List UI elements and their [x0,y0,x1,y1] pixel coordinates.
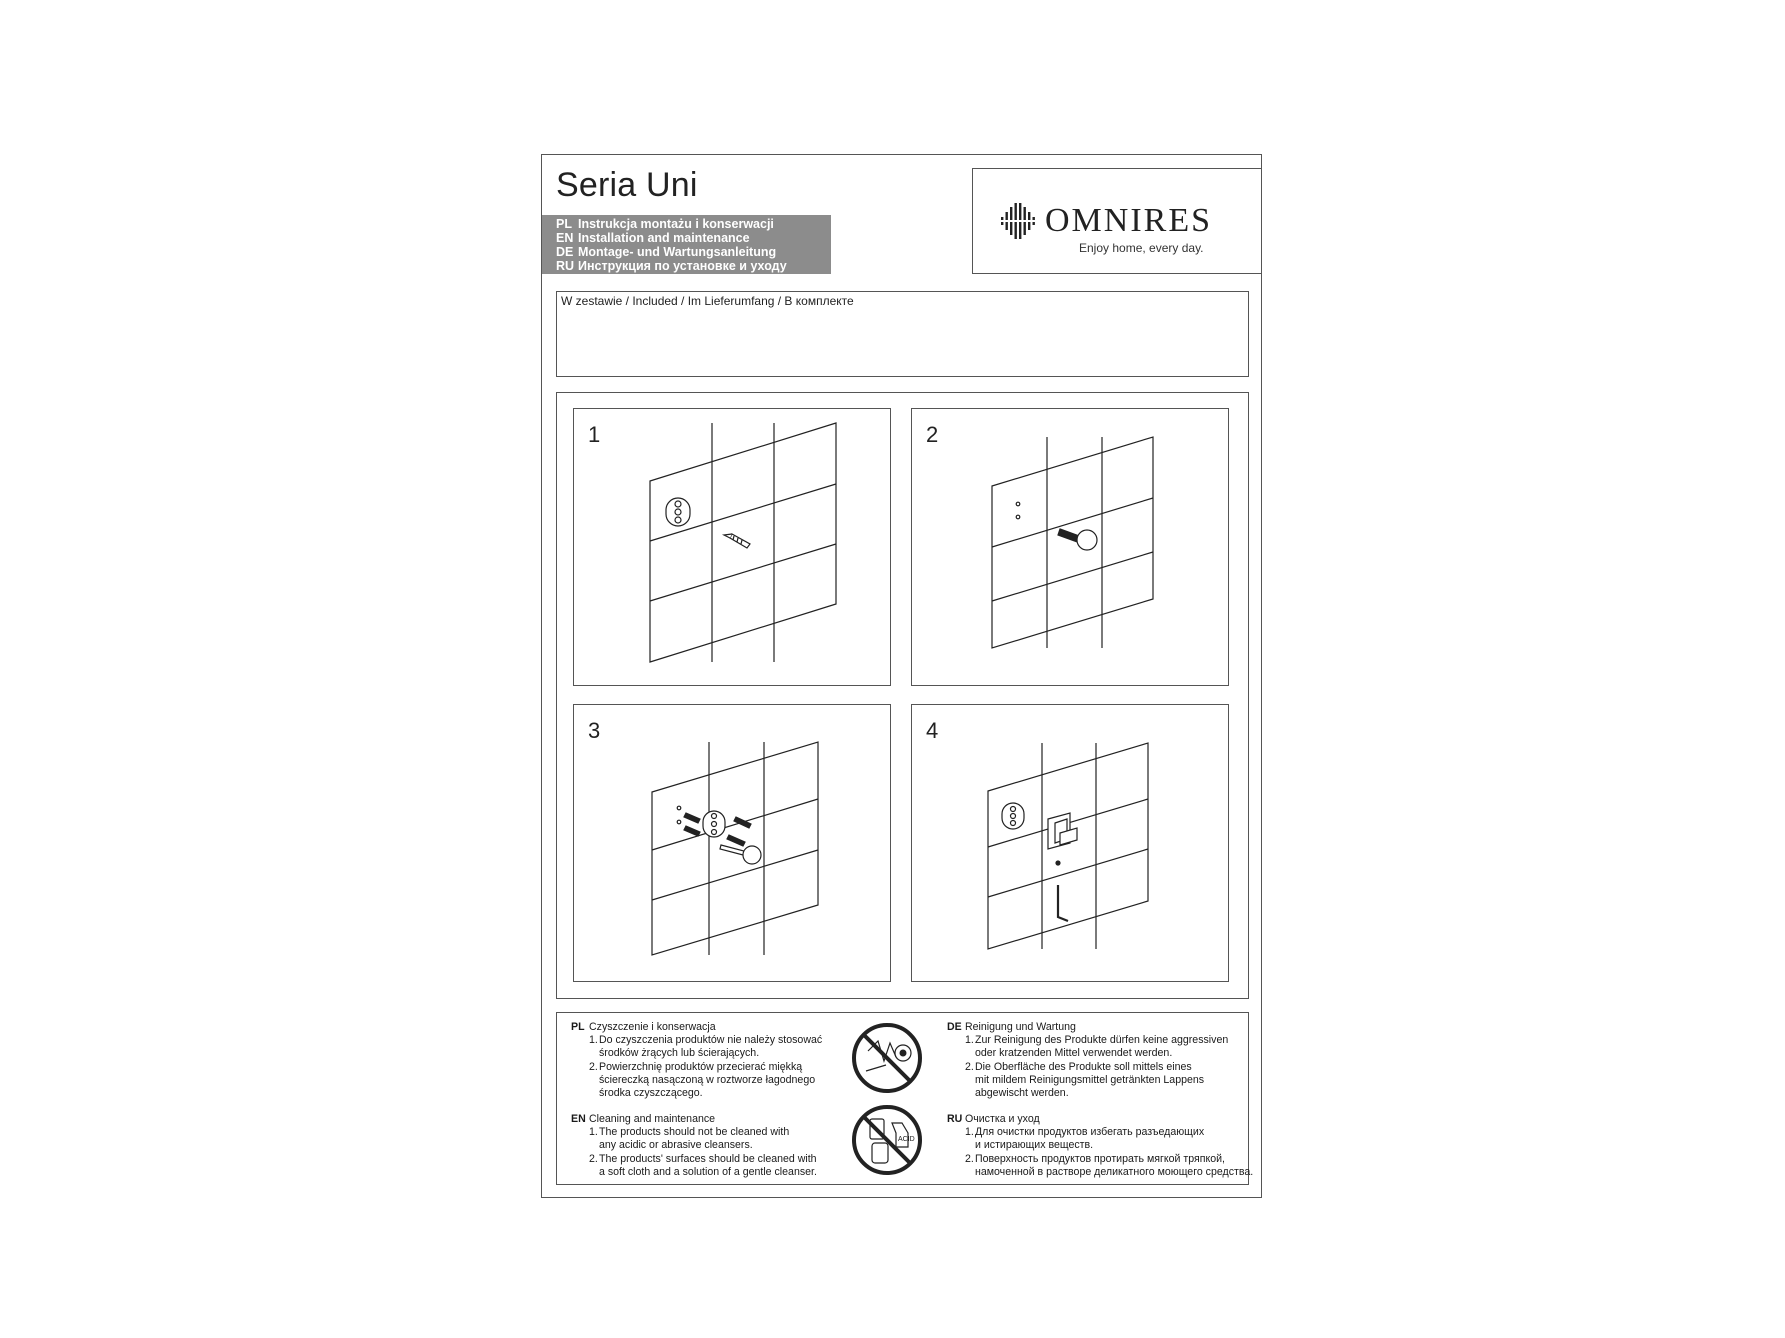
cleaning-title: Czyszczenie i konserwacja [589,1021,716,1033]
item-line: środka czyszczącego. [599,1087,703,1100]
step-3-illustration [574,705,892,983]
cleaning-title: Reinigung und Wartung [965,1021,1076,1033]
header [542,155,972,275]
item-number: 2. [589,1060,598,1073]
language-code: PL [556,217,572,231]
brand-name: OMNIRES [1045,202,1213,239]
language-text: Instrukcja montażu i konserwacji [578,217,774,231]
item-number: 1. [589,1126,598,1139]
item-line: The products' surfaces should be cleaned with [599,1152,817,1165]
brand-tagline: Enjoy home, every day. [1079,241,1204,255]
item-line: Do czyszczenia produktów nie należy stosować [599,1034,823,1047]
language-code: RU [947,1113,963,1125]
language-code: DE [947,1021,962,1033]
no-acid-icon [850,1103,924,1177]
item-number: 1. [965,1034,974,1047]
wall-plug-icon [1058,529,1097,550]
language-code: DE [556,245,574,259]
cleaning-section [556,1012,1254,1185]
included-parts-box [556,291,1249,377]
installation-steps [556,392,1249,999]
cleaning-block-en [571,1113,817,1179]
step-number: 3 [588,718,601,743]
step-2-illustration [912,409,1230,687]
step-number: 1 [588,422,601,447]
step-4-illustration [912,705,1230,983]
language-row-ru [542,259,831,273]
item-number: 2. [965,1060,974,1073]
language-text: Инструкция по установке и уходу [578,259,787,273]
page-title: Seria Uni [556,166,698,204]
item-line: any acidic or abrasive cleansers. [599,1139,753,1152]
instruction-sheet [541,154,1262,1198]
language-row-en [542,231,831,245]
item-number: 1. [965,1126,974,1139]
svg-text:ACID: ACID [898,1136,915,1143]
item-line: Поверхность продуктов протирать мягкой тряпкой, [975,1152,1225,1165]
omnires-logo-icon [999,201,1039,241]
language-code: EN [556,231,574,245]
item-line: Для очистки продуктов избегать разъедающих [975,1126,1205,1139]
step-1-panel [573,408,891,686]
item-line: a soft cloth and a solution of a gentle cleanser. [599,1165,817,1178]
language-code: PL [571,1021,585,1033]
language-code: EN [571,1113,586,1125]
item-line: Powierzchnię produktów przecierać miękką [599,1060,803,1073]
step-1-illustration [574,409,892,687]
cleaning-block-pl [571,1021,822,1100]
item-line: abgewischt werden. [975,1087,1069,1100]
item-line: środków żrących lub ścierających. [599,1047,760,1060]
item-line: намоченной в растворе деликатного моющего средства. [975,1165,1254,1178]
included-label: W zestawie / Included / Im Lieferumfang / В комплекте [561,294,854,308]
cleaning-title: Cleaning and maintenance [589,1113,716,1125]
cleaning-block-ru [947,1113,1253,1179]
language-text: Installation and maintenance [578,231,750,245]
item-line: oder kratzenden Mittel verwendet werden. [975,1047,1173,1060]
language-band [542,215,831,274]
item-line: mit mildem Reinigungsmittel getränkten Lappens [975,1073,1205,1086]
no-abrasive-icon [850,1021,924,1095]
step-number: 2 [926,422,939,447]
language-row-de [542,245,831,259]
language-row-pl [542,217,831,231]
item-number: 2. [965,1152,974,1165]
cleaning-block-de [947,1021,1228,1100]
language-code: RU [556,259,575,273]
item-line: и истирающих веществ. [975,1139,1094,1152]
hook-icon [1048,813,1077,865]
drill-bit-icon [724,534,750,548]
allen-key-icon [1058,885,1068,921]
item-number: 2. [589,1152,598,1165]
item-number: 1. [589,1034,598,1047]
item-line: Zur Reinigung des Produkte dürfen keine aggressiven [975,1034,1229,1047]
step-3-panel [573,704,891,982]
item-line: ściereczką nasączoną w roztworze łagodnego [599,1073,816,1086]
cleaning-title: Очистка и уход [965,1113,1040,1125]
language-text: Montage- und Wartungsanleitung [578,245,777,259]
item-line: The products should not be cleaned with [599,1126,790,1139]
item-line: Die Oberfläche des Produkte soll mittels eines [975,1060,1192,1073]
step-number: 4 [926,718,939,743]
step-2-panel [911,408,1229,686]
brand-logo-box [972,168,1262,274]
step-4-panel [911,704,1229,982]
